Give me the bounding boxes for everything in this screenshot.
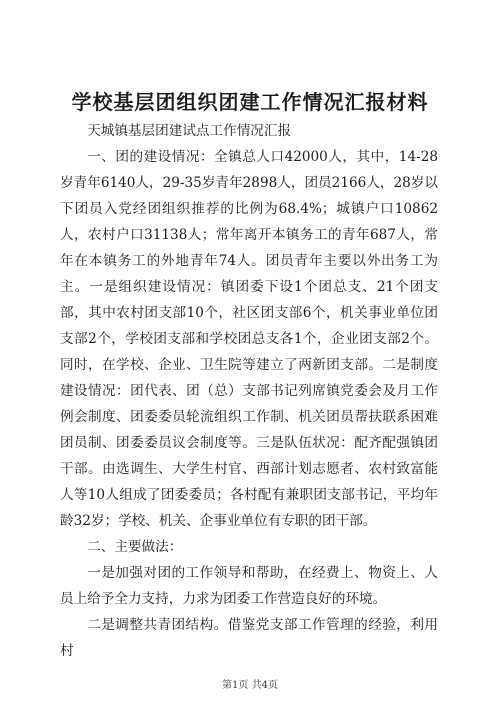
subtitle-paragraph: 天城镇基层团建试点工作情况汇报 [87, 123, 292, 139]
body-paragraph: 二是调整共青团结构。借鉴党支部工作管理的经验，利用村 [60, 617, 438, 659]
document-body [60, 118, 438, 664]
body-paragraph: 一、团的建设情况：全镇总人口42000人，其中，14-28岁青年6140人，29-35岁青年2898人，团员2166人，28岁以下团员入党经团组织推荐的比例为68.4%；城镇户口10862人，农村户口31138人；常年离开本镇务工的青年687人，常年在本镇务工的外地青年74人。团员青年主要以外出务工为主。一是组织建设情况：镇团委下设1个团总支、21个团支部，其中农村团支部10个，社区团支部6个，机关事业单位团支部2个，学校团支部和学校团总支各1个，企业团支部2个。同时，在学校、企业、卫生院等建立了两新团支部。二是制度建设情况：团代表、团（总）支部书记列席镇党委会及月工作例会制度、团委委员轮流组织工作制、机关团员帮扶联系困难团员制、团委委员议会制度等。三是队伍状况：配齐配强镇团干部。由选调生、大学生村官、西部计划志愿者、农村致富能人等10人组成了团委委员；各村配有兼职团支部书记，平均年龄32岁；学校、机关、企事业单位有专职的团干部。 [60, 149, 438, 529]
page-footer: 第1页 共4页 [222, 680, 278, 691]
document-title: 学校基层团组织团建工作情况汇报材料 [71, 90, 429, 114]
section-heading: 二、主要做法： [87, 539, 183, 555]
body-paragraph: 一是加强对团的工作领导和帮助，在经费上、物资上、人员上给予全力支持，力求为团委工作营造良好的环境。 [60, 565, 438, 607]
